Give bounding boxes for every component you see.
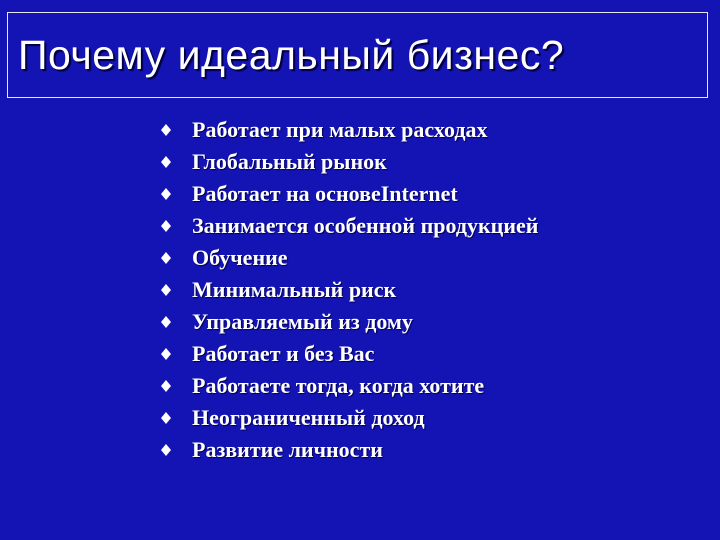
bullet-text: Работает и без Вас — [192, 341, 375, 366]
diamond-bullet-icon — [160, 247, 172, 269]
bullet-text: Занимается особенной продукцией — [192, 213, 539, 238]
bullet-text: Минимальный риск — [192, 277, 397, 302]
bullet-text: Работает при малых расходах — [192, 117, 488, 142]
bullet-text: Неограниченный доход — [192, 405, 425, 430]
bullet-text: Развитие личности — [192, 437, 383, 462]
bullet-item — [160, 434, 538, 466]
bullet-text: Глобальный рынок — [192, 149, 387, 174]
bullet-item — [160, 146, 538, 178]
bullet-list — [160, 114, 538, 466]
diamond-bullet-icon — [160, 183, 172, 205]
diamond-bullet-icon — [160, 407, 172, 429]
diamond-bullet-icon — [160, 375, 172, 397]
diamond-bullet-icon — [160, 279, 172, 301]
bullet-item — [160, 338, 538, 370]
bullet-item — [160, 306, 538, 338]
diamond-bullet-icon — [160, 119, 172, 141]
diamond-bullet-icon — [160, 343, 172, 365]
diamond-bullet-icon — [160, 215, 172, 237]
bullet-text: Управляемый из дому — [192, 309, 413, 334]
slide-title: Почему идеальный бизнес? — [18, 31, 565, 78]
diamond-bullet-icon — [160, 439, 172, 461]
bullet-item — [160, 210, 538, 242]
bullet-text: Обучение — [192, 245, 288, 270]
diamond-bullet-icon — [160, 151, 172, 173]
bullet-item — [160, 114, 538, 146]
title-box — [7, 12, 708, 98]
bullet-item — [160, 178, 538, 210]
diamond-bullet-icon — [160, 311, 172, 333]
bullet-item — [160, 242, 538, 274]
bullet-item — [160, 274, 538, 306]
bullet-text: Работаете тогда, когда хотите — [192, 373, 485, 398]
bullet-item — [160, 402, 538, 434]
bullet-text: Работает на основеInternet — [192, 181, 458, 206]
bullet-item — [160, 370, 538, 402]
